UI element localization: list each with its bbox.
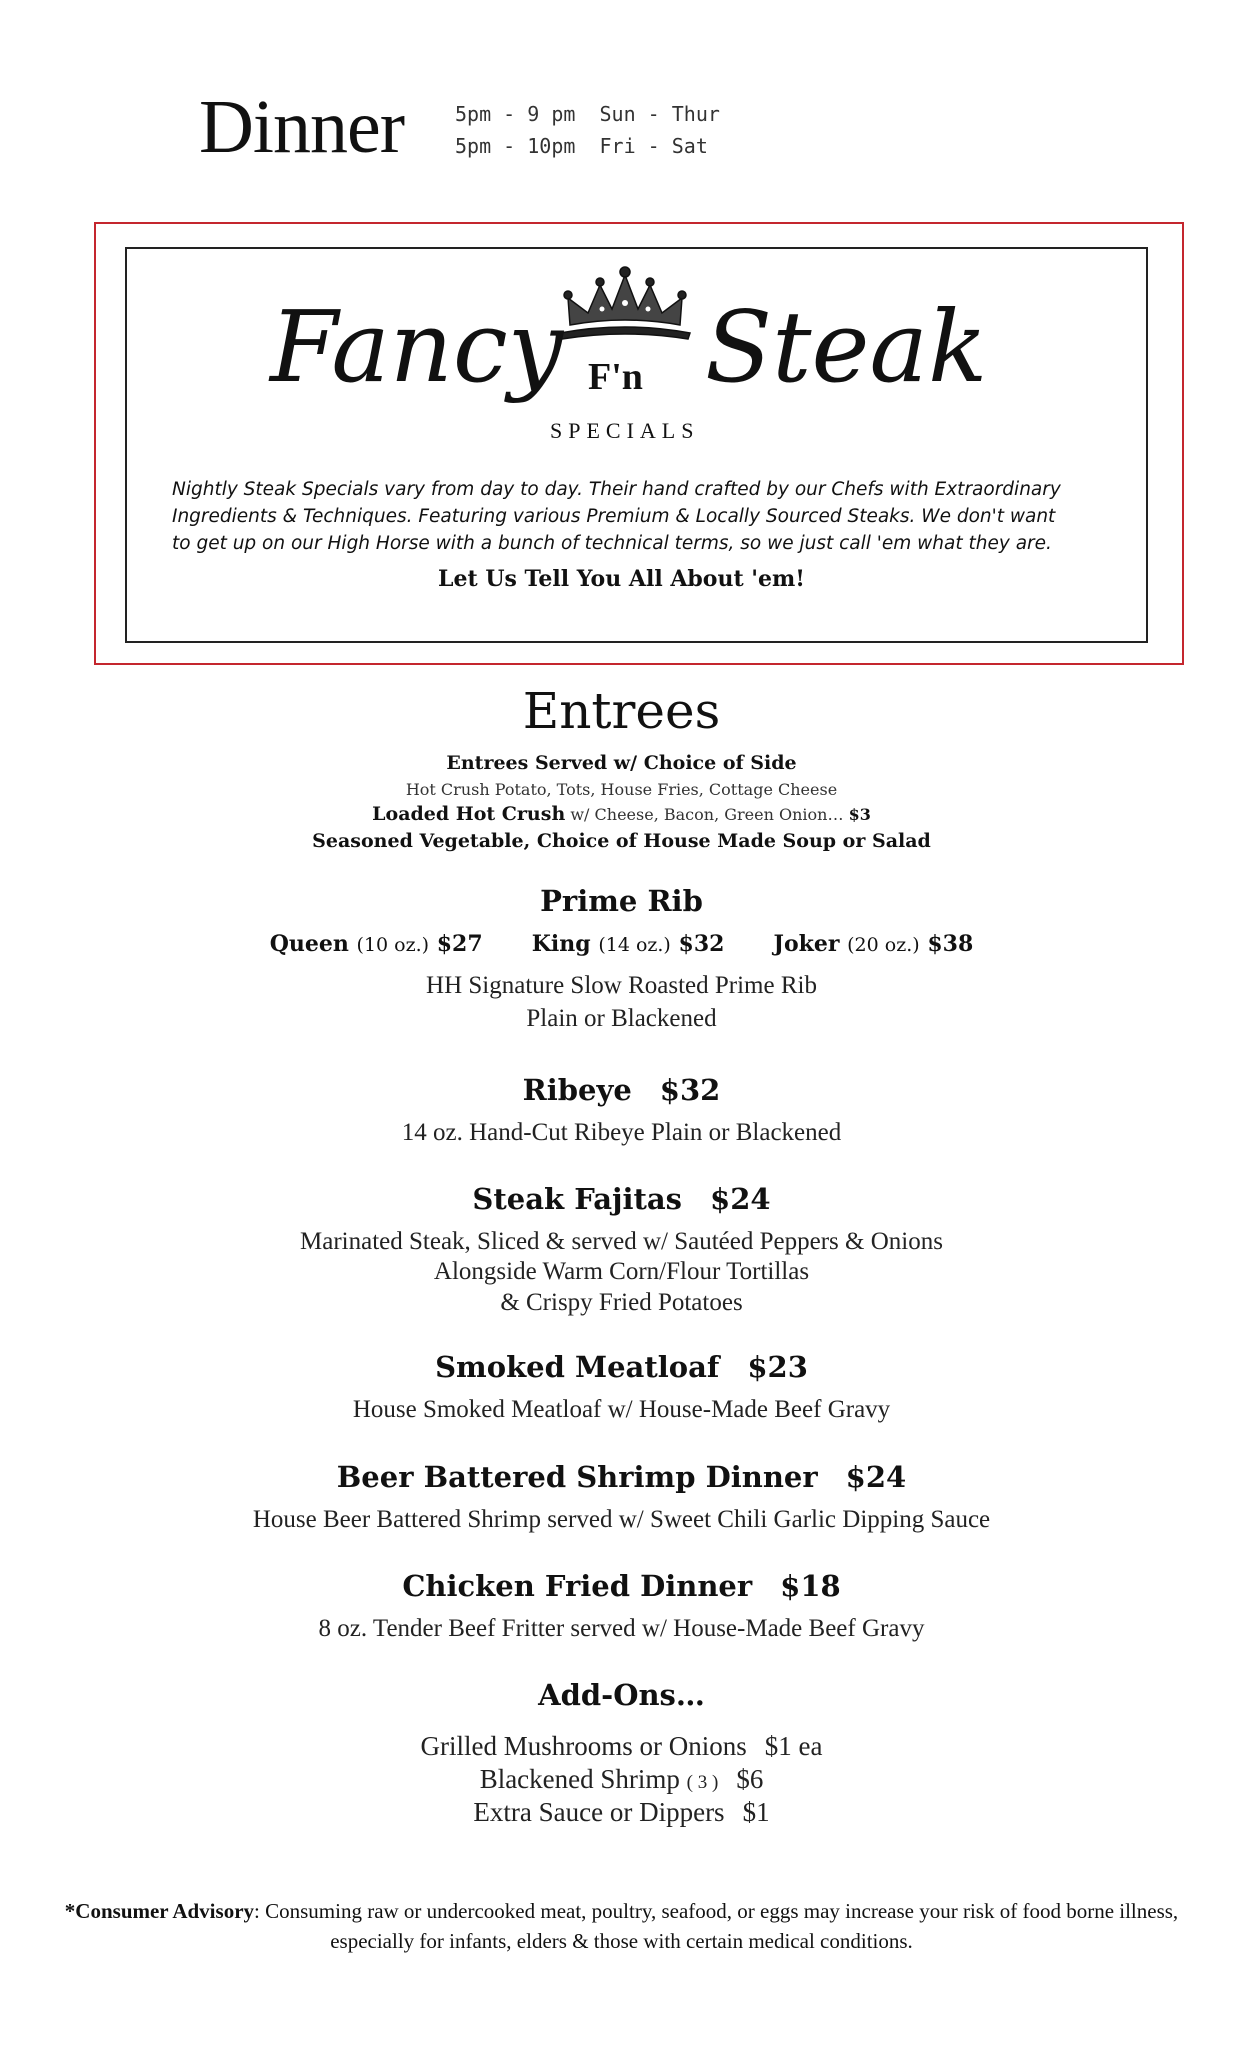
item-name: Steak Fajitas <box>472 1182 683 1216</box>
item-price: $18 <box>780 1569 841 1603</box>
page-title: Dinner <box>199 85 405 169</box>
item-name: Smoked Meatloaf <box>435 1350 720 1384</box>
advisory-label: *Consumer Advisory <box>64 1899 255 1923</box>
prime-rib-size-king <box>532 931 725 957</box>
prime-rib-desc-2: Plain or Blackened <box>526 1005 717 1032</box>
addon-price: $1 ea <box>764 1731 823 1761</box>
addon-item <box>0 1796 1243 1829</box>
sides-list: Hot Crush Potato, Tots, House Fries, Cottage Cheese <box>405 780 838 799</box>
steak-word: Steak <box>705 291 988 405</box>
loaded-hot-crush-name: Loaded Hot Crush <box>372 803 566 825</box>
addon-item <box>0 1763 1243 1799</box>
specials-description: Nightly Steak Specials vary from day to day. Their hand crafted by our Chefs with Extraordinary Ingredients & Techniques. Featuring various Premium & Locally Sourced Steaks. We don't want to get up on our High Horse with a bunch of technical terms, so we just call 'em what they are. <box>172 479 1061 554</box>
item-desc: House Beer Battered Shrimp served w/ Sweet Chili Garlic Dipping Sauce <box>252 1506 991 1533</box>
item-desc: 14 oz. Hand-Cut Ribeye Plain or Blackened <box>401 1119 842 1146</box>
prime-rib-name: Prime Rib <box>540 884 703 918</box>
menu-item-smoked-meatloaf <box>0 1350 1243 1384</box>
menu-item-steak-fajitas <box>0 1182 1243 1216</box>
size-oz: (10 oz.) <box>356 934 430 956</box>
prime-rib-size-queen <box>270 931 483 957</box>
item-price: $23 <box>747 1350 808 1384</box>
consumer-advisory <box>60 1896 1183 1956</box>
item-price: $24 <box>710 1182 771 1216</box>
menu-item-chicken-fried-dinner <box>0 1569 1243 1603</box>
addons-heading: Add-Ons… <box>538 1678 705 1712</box>
item-name: Ribeye <box>522 1073 632 1107</box>
entrees-heading: Entrees <box>522 682 721 740</box>
prime-rib-size-joker <box>774 931 974 957</box>
size-name: Joker <box>773 931 840 957</box>
loaded-hot-crush-price: $3 <box>848 805 871 824</box>
item-price: $32 <box>659 1073 721 1107</box>
addon-name: Grilled Mushrooms or Onions <box>420 1731 747 1761</box>
addon-item <box>0 1730 1243 1763</box>
size-name: King <box>531 931 591 957</box>
addon-price: $6 <box>736 1764 764 1794</box>
addon-name: Extra Sauce or Dippers <box>473 1797 725 1827</box>
extra-sides-note: Seasoned Vegetable, Choice of House Made Soup or Salad <box>312 830 931 852</box>
item-desc: & Crispy Fried Potatoes <box>500 1289 743 1316</box>
hours-block <box>455 98 720 162</box>
size-name: Queen <box>269 931 349 957</box>
menu-item-beer-battered-shrimp <box>0 1460 1243 1494</box>
addon-price: $1 <box>742 1797 770 1827</box>
prime-rib-desc-1: HH Signature Slow Roasted Prime Rib <box>426 972 817 999</box>
addon-qty: ( 3 ) <box>686 1772 719 1793</box>
item-desc: Marinated Steak, Sliced & served w/ Sautéed Peppers & Onions <box>300 1228 943 1255</box>
advisory-text: : Consuming raw or undercooked meat, poultry, seafood, or eggs may increase your risk of food borne illness, especially for infants, elders & those with certain medical conditions. <box>254 1899 1179 1953</box>
hours-weekend: 5pm - 10pm Fri - Sat <box>455 134 708 158</box>
specials-call-to-action: Let Us Tell You All About 'em! <box>438 566 805 592</box>
fancy-word: Fancy <box>270 291 564 405</box>
item-desc: 8 oz. Tender Beef Fritter served w/ House-Made Beef Gravy <box>318 1615 925 1642</box>
item-name: Beer Battered Shrimp Dinner <box>336 1460 818 1494</box>
loaded-hot-crush-line <box>0 803 1243 825</box>
item-desc: Alongside Warm Corn/Flour Tortillas <box>433 1258 810 1285</box>
fn-word: F'n <box>588 356 643 398</box>
item-price: $24 <box>845 1460 907 1494</box>
served-with-note: Entrees Served w/ Choice of Side <box>446 752 797 774</box>
item-desc: House Smoked Meatloaf w/ House-Made Beef Gravy <box>352 1396 891 1423</box>
item-name: Chicken Fried Dinner <box>402 1569 753 1603</box>
menu-item-ribeye <box>0 1073 1243 1107</box>
size-oz: (20 oz.) <box>847 934 920 956</box>
specials-label: SPECIALS <box>550 418 700 443</box>
crown-icon <box>540 263 710 343</box>
size-price: $32 <box>678 931 725 957</box>
size-price: $27 <box>436 931 483 957</box>
addon-name: Blackened Shrimp <box>479 1764 680 1794</box>
loaded-hot-crush-desc: w/ Cheese, Bacon, Green Onion… <box>570 805 844 824</box>
size-price: $38 <box>927 931 974 957</box>
size-oz: (14 oz.) <box>598 934 671 956</box>
prime-rib-sizes <box>0 931 1243 957</box>
hours-weekday: 5pm - 9 pm Sun - Thur <box>455 102 720 126</box>
